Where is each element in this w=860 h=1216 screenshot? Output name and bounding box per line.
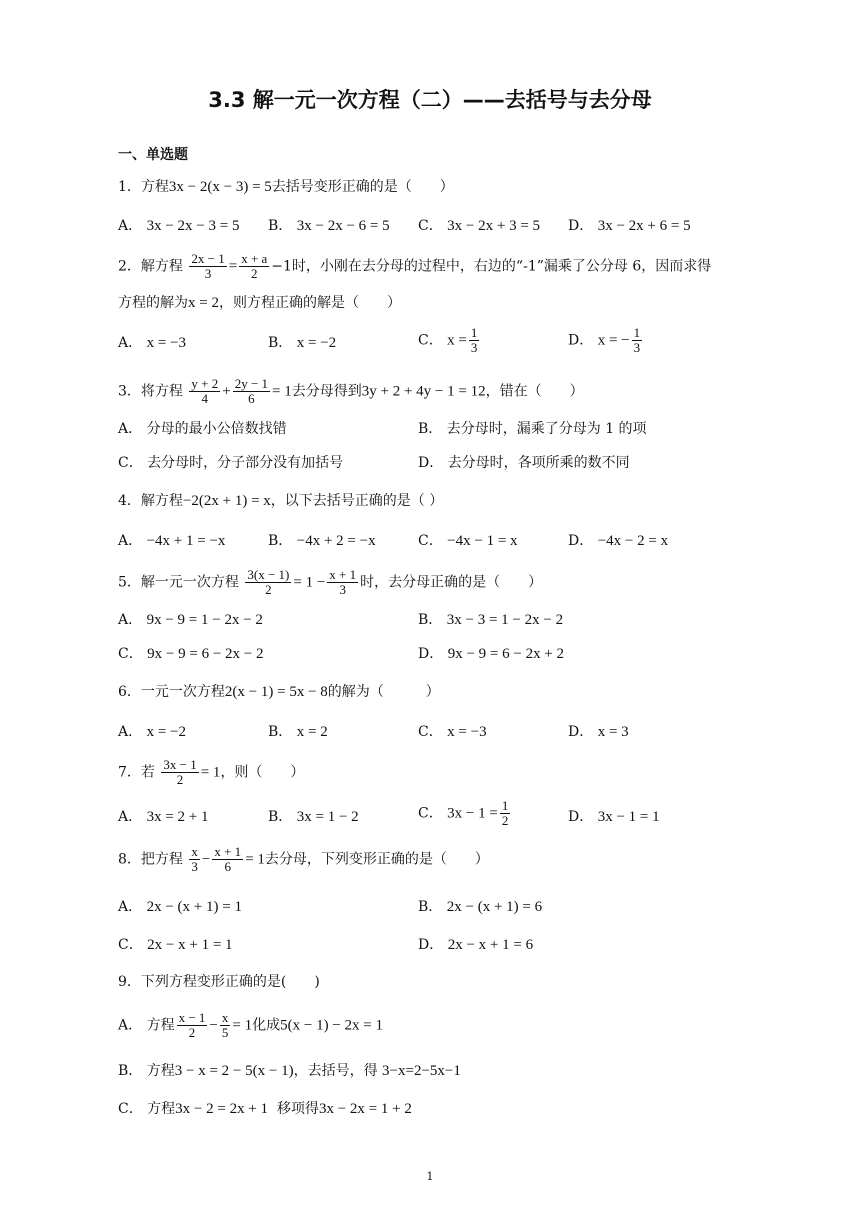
q3-option-c[interactable]: C． 去分母时，分子部分没有加括号: [118, 455, 344, 471]
section-heading: 一、单选题: [118, 147, 188, 163]
q7-option-b[interactable]: B． 3x = 1 − 2: [268, 809, 359, 825]
q3-option-d[interactable]: D． 去分母时，各项所乘的数不同: [418, 455, 630, 471]
q5-option-d[interactable]: D． 9x − 9 = 6 − 2x + 2: [418, 646, 565, 662]
question-8: 8．把方程 $\frac{x}{3}$ − $\frac{x + 1}{6}$ = 1去分母，下列变形正确的是（ ）: [118, 844, 489, 874]
fraction: $\frac{3x - 1}{2}$: [163, 757, 197, 787]
q1-option-b[interactable]: B． 3x − 2x − 6 = 5: [268, 218, 390, 234]
q5-option-c[interactable]: C． 9x − 9 = 6 − 2x − 2: [118, 646, 264, 662]
q8-option-a[interactable]: A． 2x − (x + 1) = 1: [118, 899, 242, 915]
fraction: $\frac{x}{3}$: [191, 844, 198, 874]
fraction: $\frac{x + a}{2}$: [241, 251, 268, 281]
question-text: 方程: [140, 179, 169, 195]
question-3: 3．将方程 $\frac{y + 2}{4}$ + $\frac{2y - 1}{6}$ = 1去分母得到3y + 2 + 4y − 1 = 12，错在（ ）: [118, 376, 584, 406]
fraction: $\frac{y + 2}{4}$: [191, 376, 219, 406]
q9-option-b[interactable]: B． 方程3 − x = 2 − 5(x − 1)，去括号，得 3−x=2−5x−1: [118, 1063, 461, 1079]
q6-option-c[interactable]: C． x = −3: [418, 724, 487, 740]
q9-option-a[interactable]: A． 方程 $\frac{x - 1}{2}$ − $\frac{x}{5}$ = 1化成5(x − 1) − 2x = 1: [118, 1010, 383, 1040]
q4-option-c[interactable]: C． −4x − 1 = x: [418, 533, 518, 549]
page-title: 3.3 解一元一次方程（二）——去括号与去分母: [208, 88, 652, 112]
q1-option-a[interactable]: A． 3x − 2x − 3 = 5: [118, 218, 240, 234]
q9-option-c[interactable]: C． 方程3x − 2 = 2x + 1 移项得3x − 2x = 1 + 2: [118, 1101, 412, 1117]
q5-option-b[interactable]: B． 3x − 3 = 1 − 2x − 2: [418, 612, 564, 628]
fraction: $\frac{2y - 1}{6}$: [234, 376, 269, 406]
page-number: 1: [426, 1170, 434, 1183]
question-1: [118, 176, 454, 198]
fraction: $\frac{2x - 1}{3}$: [191, 251, 225, 281]
q5-option-a[interactable]: A． 9x − 9 = 1 − 2x − 2: [118, 612, 263, 628]
q3-option-a[interactable]: A． 分母的最小公倍数找错: [118, 421, 287, 437]
q2-option-b[interactable]: B． x = −2: [268, 335, 337, 351]
q7-option-c[interactable]: C． 3x − 1 = $\frac{1}{2}$: [418, 798, 509, 828]
q4-option-a[interactable]: A． −4x + 1 = −x: [118, 533, 226, 549]
q3-option-b[interactable]: B． 去分母时，漏乘了分母为 1 的项: [418, 421, 647, 437]
question-9: 9．下列方程变形正确的是( ): [118, 974, 320, 990]
question-6: 6．一元一次方程2(x − 1) = 5x − 8的解为（ ）: [118, 684, 440, 700]
q8-option-b[interactable]: B． 2x − (x + 1) = 6: [418, 899, 543, 915]
q8-option-d[interactable]: D． 2x − x + 1 = 6: [418, 937, 534, 953]
fraction: $\frac{x + 1}{3}$: [329, 567, 357, 597]
question-text: 去括号变形正确的是（ ）: [271, 179, 454, 195]
question-number: 1．: [118, 179, 141, 195]
fraction: $\frac{x + 1}{6}$: [214, 844, 242, 874]
question-2-line-2: 方程的解为x = 2，则方程正确的解是（ ）: [118, 295, 401, 311]
q7-option-d[interactable]: D． 3x − 1 = 1: [568, 809, 660, 825]
question-number: 2．: [118, 258, 141, 275]
question-5: 5．解一元一次方程 $\frac{3(x - 1)}{2}$ = 1 − $\frac{x + 1}{3}$ 时，去分母正确的是（ ）: [118, 567, 543, 597]
q8-option-c[interactable]: C． 2x − x + 1 = 1: [118, 937, 233, 953]
q2-option-a[interactable]: A． x = −3: [118, 335, 186, 351]
q6-option-b[interactable]: B． x = 2: [268, 724, 328, 740]
question-4: 4．解方程−2(2x + 1) = x，以下去括号正确的是（ ）: [118, 493, 444, 509]
q6-option-a[interactable]: A． x = −2: [118, 724, 186, 740]
question-2: 2．解方程 $\frac{2x - 1}{3}$ = $\frac{x + a}{2}$ −1时，小刚在去分母的过程中，右边的“-1”漏乘了公分母 6，因而求得: [118, 251, 712, 281]
q1-option-d[interactable]: D． 3x − 2x + 6 = 5: [568, 218, 691, 234]
q4-option-b[interactable]: B． −4x + 2 = −x: [268, 533, 376, 549]
q6-option-d[interactable]: D． x = 3: [568, 724, 629, 740]
equation: 3x − 2(x − 3) = 5: [168, 179, 272, 195]
q1-option-c[interactable]: C． 3x − 2x + 3 = 5: [418, 218, 541, 234]
q2-option-d[interactable]: D． x = − $\frac{1}{3}$: [568, 325, 641, 355]
q7-option-a[interactable]: A． 3x = 2 + 1: [118, 809, 209, 825]
fraction: $\frac{3(x - 1)}{2}$: [247, 567, 290, 597]
question-7: 7．若 $\frac{3x - 1}{2}$ = 1，则（ ）: [118, 757, 305, 787]
q4-option-d[interactable]: D． −4x − 2 = x: [568, 533, 669, 549]
q2-option-c[interactable]: C． x = $\frac{1}{3}$: [418, 325, 478, 355]
